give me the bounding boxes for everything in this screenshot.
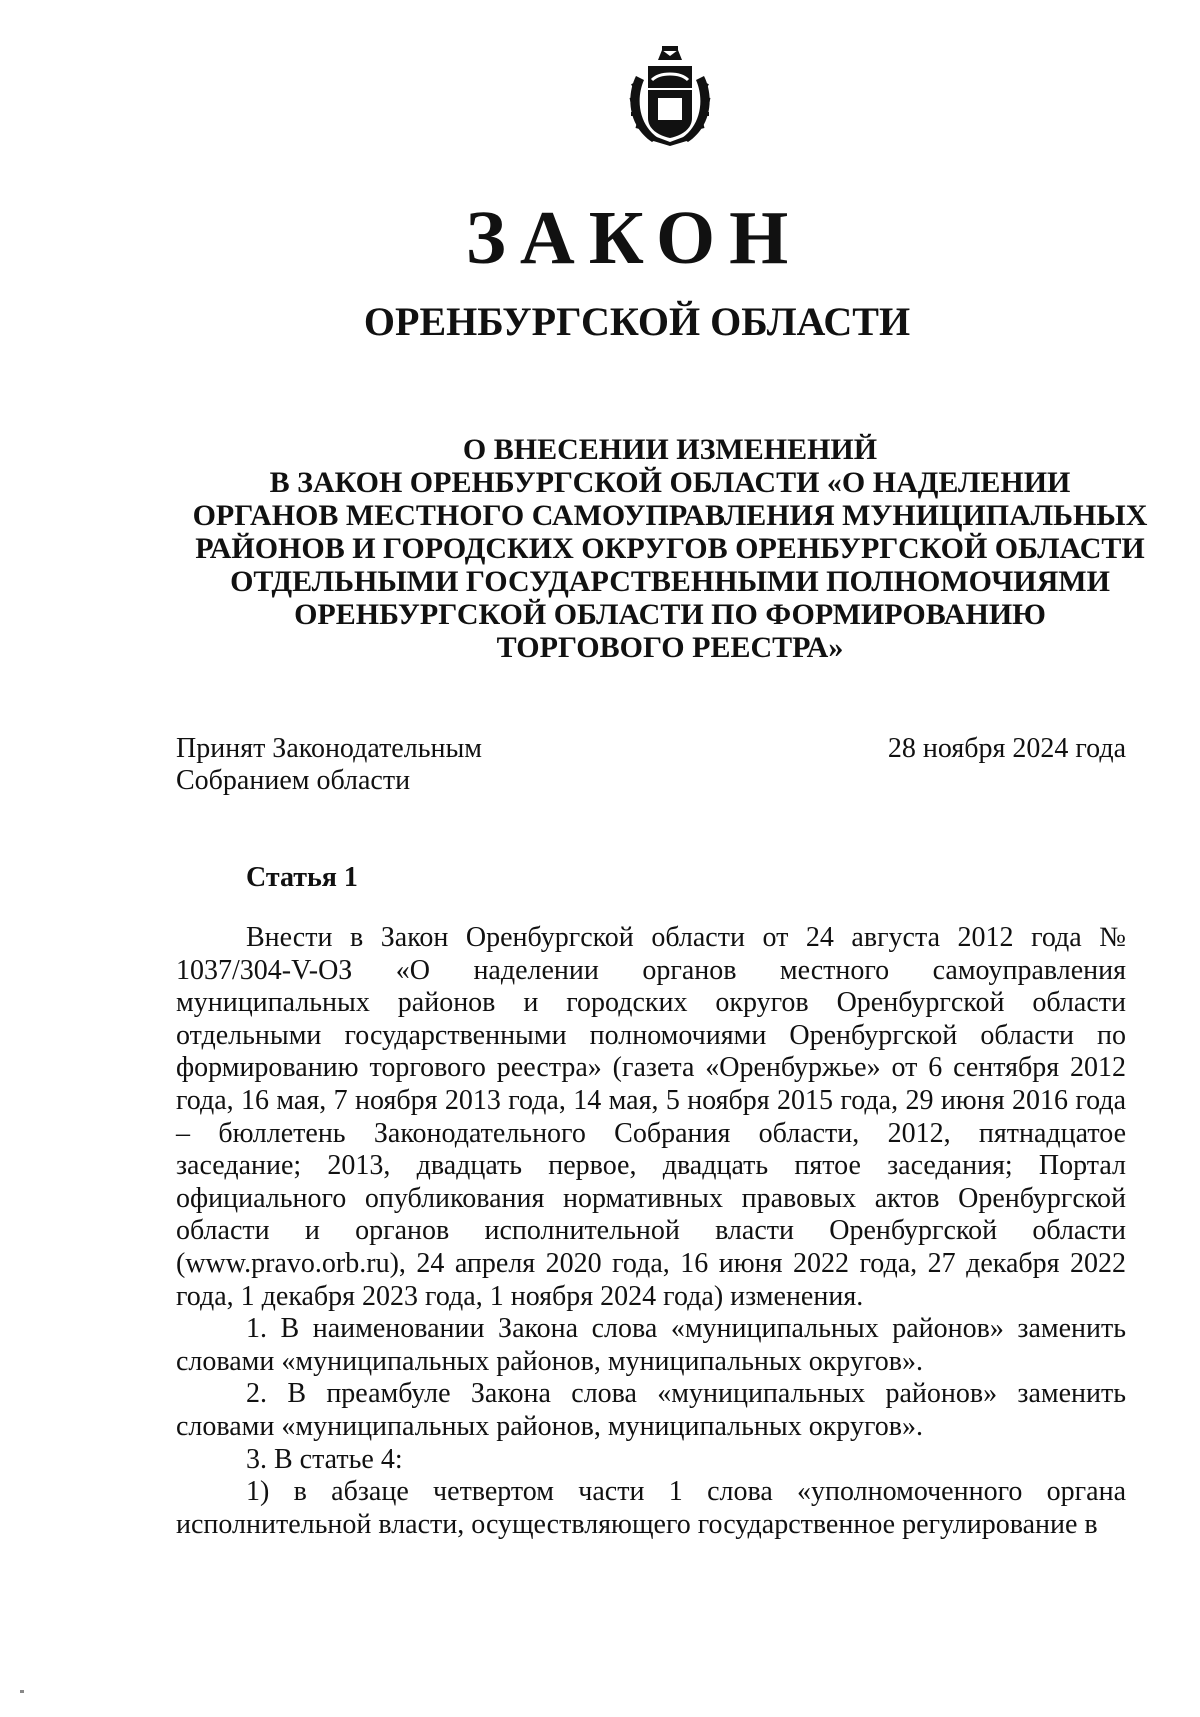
adoption-date: 28 ноября 2024 года [887,733,1126,764]
subject-line: ТОРГОВОГО РЕЕСТРА» [496,631,844,664]
subject-line: РАЙОНОВ И ГОРОДСКИХ ОКРУГОВ ОРЕНБУРГСКОЙ ОБЛАСТИ [195,532,1145,565]
paragraph: 1) в абзаце четвертом части 1 слова «уполномоченного органа исполнительной власти, осуществляющего государственное регулирование в [176,1476,1126,1540]
adopted-by [176,733,482,797]
document-region: ОРЕНБУРГСКОЙ ОБЛАСТИ [363,299,911,344]
paragraph: 3. В статье 4: [246,1443,403,1475]
scan-mark [20,1690,24,1693]
subject-line: ОТДЕЛЬНЫМИ ГОСУДАРСТВЕННЫМИ ПОЛНОМОЧИЯМИ [230,565,1110,598]
paragraph: 1. В наименовании Закона слова «муниципальных районов» заменить словами «муниципальных районов, муниципальных округов». [176,1313,1126,1377]
subject-line: ОРГАНОВ МЕСТНОГО САМОУПРАВЛЕНИЯ МУНИЦИПАЛЬНЫХ [192,499,1148,532]
paragraph: 2. В преамбуле Закона слова «муниципальных районов» заменить словами «муниципальных районов, муниципальных округов». [176,1378,1126,1442]
paragraph: Внести в Закон Оренбургской области от 24 августа 2012 года № 1037/304-V-ОЗ «О наделении органов местного самоуправления муниципальных районов и городских округов Оренбургской области отдельными государственными полномочиями Оренбургской области по формированию торгового реестра» (газета «Оренбуржье» от 6 сентября 2012 года, 16 мая, 7 ноября 2013 года, 14 мая, 5 ноября 2015 года, 29 июня 2016 года – бюллетень Законодательного Собрания области, 2012, пятнадцатое заседание; 2013, двадцать первое, двадцать пятое заседания; Портал официального опубликования нормативных правовых актов Оренбургской области и органов исполнительной власти Оренбургской области (www.pravo.orb.ru), 24 апреля 2020 года, 16 июня 2022 года, 27 декабря 2022 года, 1 декабря 2023 года, 1 ноября 2024 года) изменения. [176,922,1126,1312]
subject-line: О ВНЕСЕНИИ ИЗМЕНЕНИЙ [462,433,878,466]
subject-line: В ЗАКОН ОРЕНБУРГСКОЙ ОБЛАСТИ «О НАДЕЛЕНИИ [269,466,1071,499]
subject-line: ОРЕНБУРГСКОЙ ОБЛАСТИ ПО ФОРМИРОВАНИЮ [294,598,1046,631]
article-heading: Статья 1 [246,862,358,893]
document-title: ЗАКОН [465,196,803,280]
document-subject [140,433,1200,664]
article-body [176,922,1126,1541]
adopted-line: Принят Законодательным [176,733,482,764]
coat-of-arms-icon [622,46,718,148]
adopted-line: Собранием области [176,765,411,796]
